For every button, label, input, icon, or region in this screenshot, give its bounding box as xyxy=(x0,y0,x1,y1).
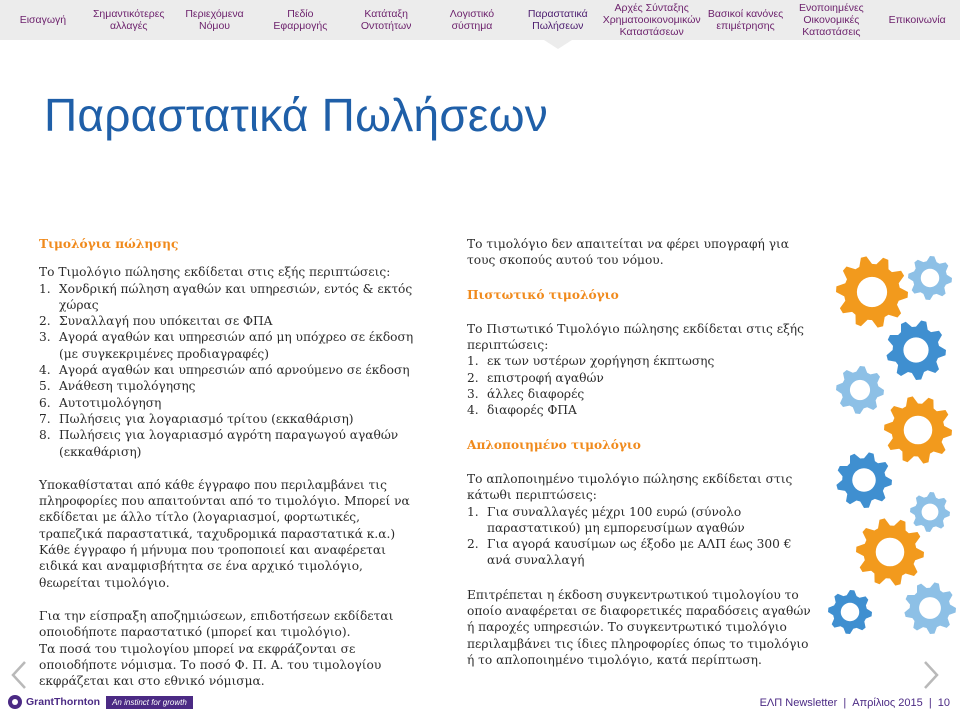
paragraph-credit-intro: Το Πιστωτικό Τιμολόγιο πώλησης εκδίδεται στις εξής περιπτώσεις: xyxy=(467,321,804,353)
spacer xyxy=(467,303,817,321)
list-number: 5. xyxy=(39,379,51,394)
list-text: Πωλήσεις για λογαριασμό αγρότη παραγωγού αγαθών (εκκαθάριση) xyxy=(59,428,399,459)
nav-item-sales-documents[interactable] xyxy=(515,0,601,40)
paragraph-simplified-intro: Το απλοποιημένο τιμολόγιο πώλησης εκδίδεται στις κάτωθι περιπτώσεις: xyxy=(467,471,793,503)
list-number: 1. xyxy=(467,354,479,369)
list-item xyxy=(39,395,414,411)
spacer xyxy=(39,252,414,264)
paragraph-compensation: Για την είσπραξη αποζημιώσεων, επιδοτήσεων εκδίδεται οποιοδήποτε παραστατικό (μπορεί και τιμολόγιο). xyxy=(39,608,394,640)
chevron-left-icon[interactable] xyxy=(8,660,30,690)
list-text: Χονδρική πώληση αγαθών και υπηρεσιών, εντός & εκτός χώρας xyxy=(59,281,413,312)
spacer xyxy=(467,269,817,287)
logo-name: GrantThornton xyxy=(26,696,101,708)
nav-item-financial-statements-principles[interactable] xyxy=(601,0,703,40)
paragraph-substitution: Υποκαθίσταται από κάθε έγγραφο που περιλαμβάνει τις πληροφορίες που απαιτούνται από το τιμολόγιο. Μπορεί να εκδίδεται με άλλο τίτλο (λογαριασμοί, φορτωτικές, τραπεζικά παραστατικά, ταχυδρομικά παραστατικά κ.α.) xyxy=(39,477,410,541)
paragraph-signature: Το τιμολόγιο δεν απαιτείται να φέρει υπογραφή για τους σκοπούς αυτού του νόμου. xyxy=(467,237,790,268)
list-item xyxy=(467,402,817,418)
list-number: 2. xyxy=(39,314,51,329)
gear-icon xyxy=(908,256,952,300)
list-text: Αυτοτιμολόγηση xyxy=(59,395,162,410)
section-heading-sales-invoices: Τιμολόγια πώλησης xyxy=(39,237,179,251)
list-text: επιστροφή αγαθών xyxy=(487,370,604,385)
page-title: Παραστατικά Πωλήσεων xyxy=(44,89,548,141)
nav-item-label: Εισαγωγή xyxy=(19,14,67,26)
paragraph-intro: Το Τιμολόγιο πώλησης εκδίδεται στις εξής περιπτώσεις: xyxy=(39,265,391,280)
top-navigation xyxy=(0,0,960,40)
list-item xyxy=(467,504,817,537)
spacer xyxy=(39,460,414,477)
nav-item-label: Σημαντικότερες αλλαγές xyxy=(92,8,165,32)
list-number: 1. xyxy=(467,504,479,519)
page-number: 10 xyxy=(937,697,950,709)
invoice-cases-list xyxy=(39,281,414,460)
gear-icon xyxy=(884,396,952,463)
list-item xyxy=(39,329,414,362)
gear-icon xyxy=(836,256,908,327)
list-item xyxy=(39,411,414,427)
list-item xyxy=(39,313,414,329)
list-text: Συναλλαγή που υπόκειται σε ΦΠΑ xyxy=(59,314,273,329)
list-number: 1. xyxy=(39,281,51,296)
list-item xyxy=(39,362,414,378)
left-column xyxy=(39,236,414,689)
section-heading-simplified-invoice: Απλοποιημένο τιμολόγιο xyxy=(467,437,641,452)
nav-item-introduction[interactable] xyxy=(0,0,86,40)
nav-item-measurement-rules[interactable] xyxy=(703,0,789,40)
spacer xyxy=(467,453,817,471)
nav-item-key-changes[interactable] xyxy=(86,0,172,40)
paragraph-currency: Τα ποσά του τιμολογίου μπορεί να εκφράζονται σε οποιοδήποτε νόμισμα. Το ποσό Φ. Π. Α. του τιμολογίου εκφράζεται και στο εθνικό νόμισμα. xyxy=(39,641,382,689)
list-number: 7. xyxy=(39,411,51,426)
nav-item-entity-classification[interactable] xyxy=(343,0,429,40)
logo-mark-icon xyxy=(8,695,22,709)
list-item xyxy=(39,427,414,460)
list-text: Ανάθεση τιμολόγησης xyxy=(59,379,196,394)
list-text: εκ των υστέρων χορήγηση έκπτωσης xyxy=(487,354,715,369)
list-text: Για αγορά καυσίμων ως έξοδο με ΑΛΠ έως 300 € ανά συναλλαγή xyxy=(487,537,792,568)
list-item xyxy=(467,536,817,569)
active-tab-pointer xyxy=(544,40,572,49)
grant-thornton-logo xyxy=(8,693,193,711)
list-item xyxy=(467,353,817,369)
gear-icon xyxy=(856,518,924,585)
nav-item-scope[interactable] xyxy=(257,0,343,40)
paragraph-summary-invoice: Επιτρέπεται η έκδοση συγκεντρωτικού τιμολογίου το οποίο αναφέρεται σε διαφορετικές παραδόσεις αγαθών ή παροχές υπηρεσιών. Το συγκεντρωτικό τιμολόγιο περιλαμβάνει τις ίδιες πληροφορίες όπως το τιμολόγιο ή το απλοποιημένο τιμολόγιο, κατά περίπτωση. xyxy=(467,587,811,667)
nav-item-label: Λογιστικό σύστημα xyxy=(449,8,495,32)
nav-item-label: Περιεχόμενα Νόμου xyxy=(185,8,244,32)
nav-item-consolidated-statements[interactable] xyxy=(788,0,874,40)
nav-item-label: Πεδίο Εφαρμογής xyxy=(273,8,328,32)
spacer xyxy=(467,419,817,437)
gear-icon xyxy=(904,582,956,634)
list-item xyxy=(39,378,414,394)
list-item xyxy=(467,386,817,402)
spacer xyxy=(39,591,414,608)
gear-icon xyxy=(836,366,884,414)
list-number: 8. xyxy=(39,428,51,443)
footer-separator: | xyxy=(928,697,932,709)
gear-icon xyxy=(828,590,872,634)
list-number: 3. xyxy=(39,330,51,345)
list-item xyxy=(39,281,414,314)
gear-icon xyxy=(836,452,892,508)
nav-item-contact[interactable] xyxy=(874,0,960,40)
gear-icon xyxy=(910,492,950,532)
nav-item-label: Ενοποιημένες Οικονομικές Καταστάσεις xyxy=(798,2,864,38)
list-number: 2. xyxy=(467,537,479,552)
footer-separator: | xyxy=(843,697,847,709)
list-number: 4. xyxy=(467,403,479,418)
list-text: Πωλήσεις για λογαριασμό τρίτου (εκκαθάριση) xyxy=(59,411,354,426)
list-number: 6. xyxy=(39,395,51,410)
list-item xyxy=(467,370,817,386)
nav-item-label: Επικοινωνία xyxy=(888,14,946,26)
nav-item-label: Παραστατικά Πωλήσεων xyxy=(527,8,588,32)
paragraph-amending-documents: Κάθε έγγραφο ή μήνυμα που τροποποιεί και αναφέρεται ειδικά και αναμφισβήτητα σε ένα αρχικό τιμολόγιο, θεωρείται τιμολόγιο. xyxy=(39,543,386,590)
credit-cases-list xyxy=(467,353,817,418)
nav-item-accounting-system[interactable] xyxy=(429,0,515,40)
issue-date: Απρίλιος 2015 xyxy=(852,697,923,709)
gears-illustration xyxy=(820,222,960,662)
spacer xyxy=(467,569,817,587)
list-number: 4. xyxy=(39,363,51,378)
newsletter-name: ΕΛΠ Newsletter xyxy=(759,697,838,709)
list-number: 2. xyxy=(467,370,479,385)
gear-icon xyxy=(887,321,947,381)
list-text: Αγορά αγαθών και υπηρεσιών από μη υπόχρεο σε έκδοση (με συγκεκριμένες προδιαγραφές) xyxy=(59,330,414,361)
list-text: Για συναλλαγές μέχρι 100 ευρώ (σύνολο παραστατικού) μη εμπορευσίμων αγαθών xyxy=(487,504,745,535)
footer-info xyxy=(760,697,950,709)
nav-item-label: Βασικοί κανόνες επιμέτρησης xyxy=(707,8,784,32)
nav-item-label: Κατάταξη Οντοτήτων xyxy=(360,8,412,32)
chevron-right-icon[interactable] xyxy=(920,660,942,690)
nav-item-law-contents[interactable] xyxy=(172,0,258,40)
section-heading-credit-invoice: Πιστωτικό τιμολόγιο xyxy=(467,287,619,302)
list-number: 3. xyxy=(467,387,479,402)
list-text: διαφορές ΦΠΑ xyxy=(487,403,577,418)
list-text: άλλες διαφορές xyxy=(487,387,585,402)
list-text: Αγορά αγαθών και υπηρεσιών από αρνούμενο σε έκδοση xyxy=(59,363,410,378)
nav-item-label: Αρχές Σύνταξης Χρηματοοικονομικών Καταστάσεων xyxy=(602,2,701,38)
simplified-cases-list xyxy=(467,504,817,569)
logo-tagline: An instinct for growth xyxy=(106,696,193,709)
right-column xyxy=(467,236,817,668)
